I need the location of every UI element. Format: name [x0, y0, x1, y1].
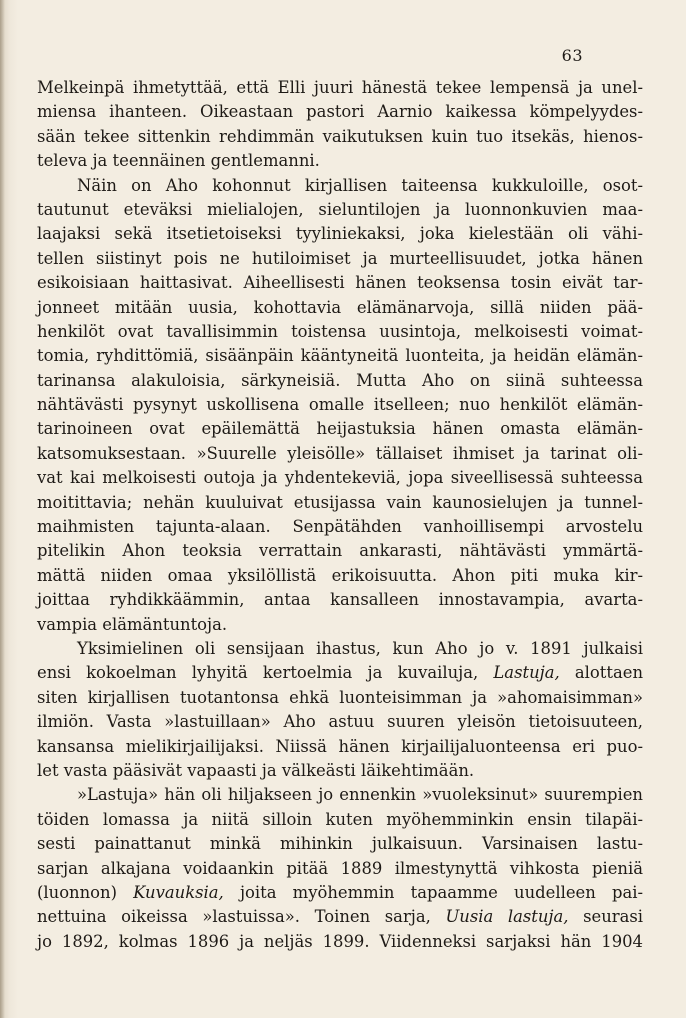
text-line: katsomuksestaan. »Suurelle yleisölle» tällaiset ihmiset ja tarinat oli-: [37, 443, 643, 463]
text-line: töiden lomassa ja niitä silloin kuten myöhemminkin ensin tilapäi-: [37, 809, 643, 829]
page-binding-shadow: [0, 0, 5, 1018]
text-line: siten kirjallisen tuotantonsa ehkä luonteisimman ja »ahomaisimman»: [37, 687, 643, 707]
text-line: miensa ihanteen. Oikeastaan pastori Aarnio kaikessa kömpelyydes-: [37, 102, 643, 122]
italic-title: Uusia lastuja,: [445, 907, 569, 927]
text-line: Näin on Aho kohonnut kirjallisen taiteensa kukkuloille, osot-: [77, 175, 643, 195]
text-line: tautunut eteväksi mielialojen, sieluntilojen ja luonnonkuvien maa-: [37, 199, 643, 219]
text-line: sarjan alkajana voidaankin pitää 1889 ilmestynyttä vihkosta pieniä: [37, 858, 643, 878]
text-line: joittaa ryhdikkäämmin, antaa kansalleen innostavampia, avarta-: [37, 590, 643, 610]
text-line: televa ja teennäinen gentlemanni.: [37, 151, 320, 171]
text-line: sesti painattanut minkä mihinkin julkaisuun. Varsinaisen lastu-: [37, 834, 643, 854]
text-run: joita myöhemmin tapaamme uudelleen pai-: [223, 882, 643, 902]
text-line: Melkeinpä ihmetyttää, että Elli juuri hänestä tekee lempensä ja unel-: [37, 78, 643, 97]
text-line: jo 1892, kolmas 1896 ja neljäs 1899. Viidenneksi sarjaksi hän 1904: [37, 931, 643, 951]
text-line: [37, 881, 643, 905]
text-line: henkilöt ovat tavallisimmin toistensa uusintoja, melkoisesti voimat-: [37, 321, 643, 341]
text-line: tomia, ryhdittömiä, sisäänpäin kääntyneitä luonteita, ja heidän elämän-: [37, 346, 643, 366]
text-line: »Lastuja» hän oli hiljakseen jo ennenkin »vuoleksinut» suurempien: [77, 785, 643, 805]
text-line: jonneet mitään uusia, kohottavia elämänarvoja, sillä niiden pää-: [37, 297, 643, 317]
text-line: moitittavia; nehän kuuluivat etusijassa vain kaunosielujen ja tunnel-: [37, 492, 643, 512]
text-line: tarinoineen ovat epäilemättä heijastuksia hänen omasta elämän-: [37, 419, 643, 439]
text-line: tarinansa alakuloisia, särkyneisiä. Mutta Aho on siinä suhteessa: [37, 370, 643, 390]
text-line: nähtävästi pysynyt uskollisena omalle itselleen; nuo henkilöt elämän-: [37, 395, 643, 415]
page-number: 63: [561, 46, 583, 65]
text-run: alottaen: [559, 663, 643, 683]
text-line: vat kai melkoisesti outoja ja yhdentekeviä, jopa siveellisessä suhteessa: [37, 468, 643, 488]
text-line: Yksimielinen oli sensijaan ihastus, kun Aho jo v. 1891 julkaisi: [77, 638, 643, 658]
text-line: sään tekee sittenkin rehdimmän vaikutuksen kuin tuo itsekäs, hienos-: [37, 126, 643, 146]
text-run: nettuina oikeissa »lastuissa». Toinen sarja,: [37, 907, 446, 927]
text-line: tellen siistinyt pois ne hutiloimiset ja murteellisuudet, jotka hänen: [37, 248, 643, 268]
text-line: [37, 905, 643, 929]
text-line: ilmiön. Vasta »lastuillaan» Aho astuu suuren yleisön tietoisuuteen,: [37, 712, 643, 732]
body-text: [37, 76, 643, 954]
text-run: seurasi: [568, 907, 644, 927]
text-line: pitelikin Ahon teoksia verrattain ankarasti, nähtävästi ymmärtä-: [37, 541, 643, 561]
text-line: let vasta pääsivät vapaasti ja välkeästi läikehtimään.: [37, 760, 475, 780]
text-line: [37, 661, 643, 685]
text-line: mättä niiden omaa yksilöllistä erikoisuutta. Ahon piti muka kir-: [37, 565, 643, 585]
italic-title: Lastuja,: [493, 663, 560, 683]
text-line: laajaksi sekä itsetietoiseksi tyyliniekaksi, joka kielestään oli vähi-: [37, 224, 643, 244]
text-line: kansansa mielikirjailijaksi. Niissä hänen kirjailijaluonteensa eri puo-: [37, 736, 643, 756]
text-run: (luonnon): [37, 882, 134, 902]
text-line: maihmisten tajunta-alaan. Senpätähden vanhoillisempi arvostelu: [37, 517, 643, 537]
text-run: ensi kokoelman lyhyitä kertoelmia ja kuvailuja,: [37, 663, 494, 683]
text-line: esikoisiaan haittasivat. Aiheellisesti hänen teoksensa tosin eivät tar-: [37, 273, 643, 293]
text-line: vampia elämäntuntoja.: [37, 614, 228, 634]
italic-title: Kuvauksia,: [133, 882, 224, 902]
